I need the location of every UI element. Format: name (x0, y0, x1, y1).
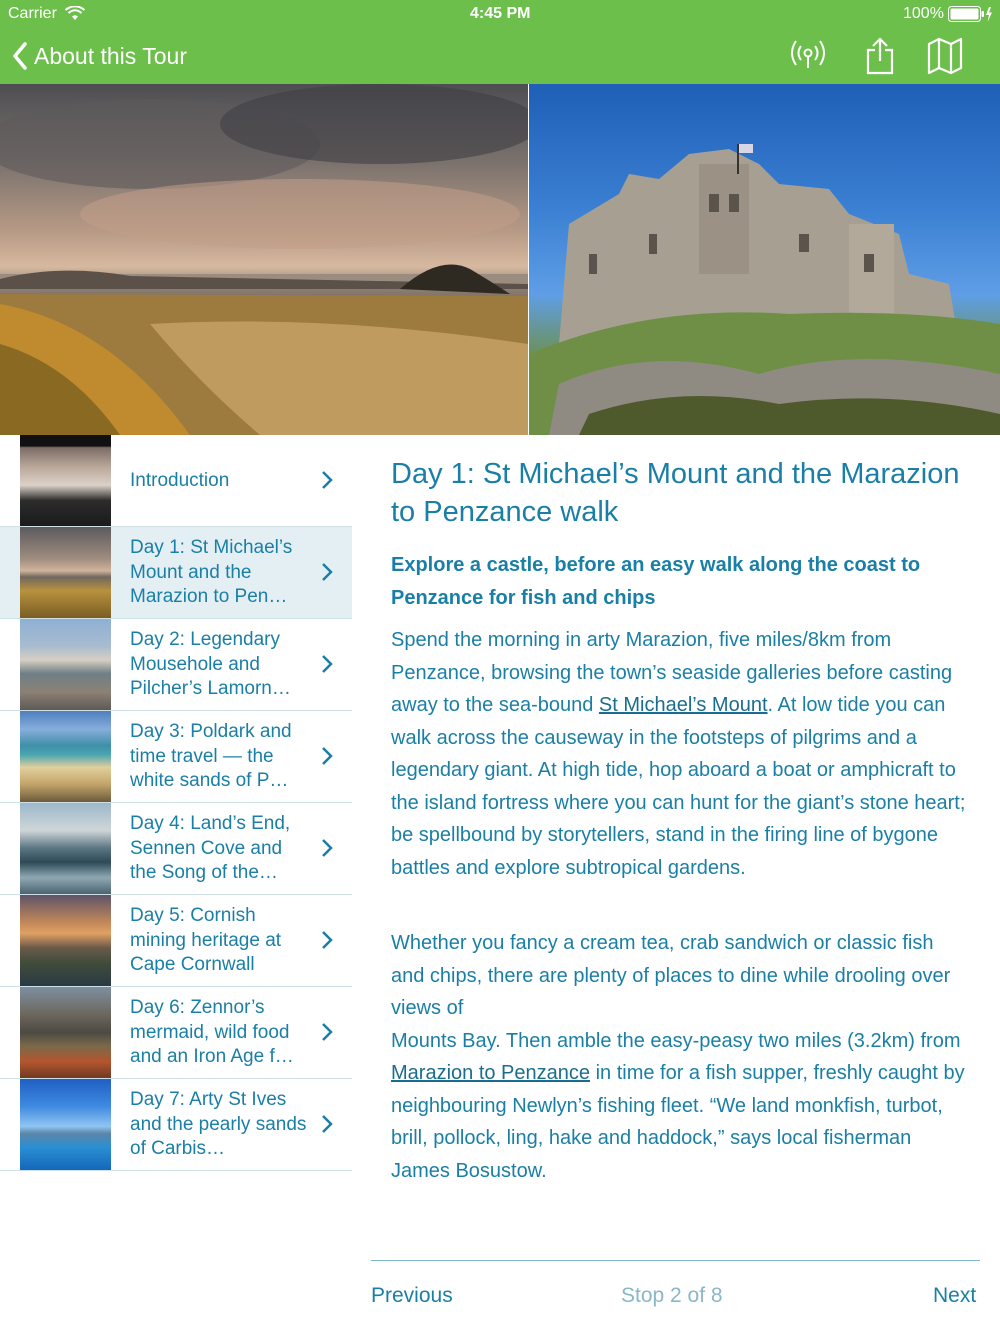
stop-thumbnail (20, 527, 111, 618)
paragraph-text: Whether you fancy a cream tea, crab sandwich or classic fish and chips, there are plenty of places to dine while drooling over views of (391, 932, 951, 1019)
stop-thumbnail (20, 711, 111, 802)
stop-row-day-5[interactable] (0, 895, 352, 987)
stop-label: Day 7: Arty St Ives and the pearly sands of Carbis… (130, 1089, 307, 1160)
chevron-right-icon (318, 561, 336, 583)
article-paragraph-2 (391, 927, 971, 1187)
next-button[interactable]: Next (933, 1284, 977, 1307)
stop-row-introduction[interactable] (0, 435, 352, 527)
clock: 4:45 PM (470, 5, 531, 22)
chevron-right-icon (318, 929, 336, 951)
st-michaels-mount-castle-photo (529, 84, 1000, 435)
stop-label: Day 4: Land’s End, Sennen Cove and the Song of the… (130, 813, 291, 884)
stop-thumbnail (20, 987, 111, 1078)
status-bar (0, 0, 1000, 28)
stop-row-day-6[interactable] (0, 987, 352, 1079)
chevron-right-icon (318, 1113, 336, 1135)
stop-label: Day 1: St Michael’s Mount and the Marazion to Pen… (130, 537, 293, 608)
stop-label: Day 5: Cornish mining heritage at Cape Cornwall (130, 905, 282, 976)
battery-percent: 100% (903, 5, 944, 22)
stop-label: Day 3: Poldark and time travel — the white sands of P… (130, 721, 292, 792)
chevron-right-icon (318, 745, 336, 767)
stop-row-day-3[interactable] (0, 711, 352, 803)
stop-label: Day 2: Legendary Mousehole and Pilcher’s Lamorn… (130, 629, 291, 700)
paragraph-text: in time for a fish supper, freshly caught by neighbouring Newlyn’s fishing fleet. “We land monkfish, turbot, brill, pollock, ling, hake and haddock,” says local fisherman James Bosustow. (391, 1062, 965, 1182)
paragraph-text: Mounts Bay. Then amble the easy-peasy two miles (3.2km) from (391, 1029, 961, 1052)
stops-list (0, 435, 352, 1171)
broadcast-icon[interactable] (788, 36, 828, 76)
back-button[interactable] (12, 38, 187, 74)
marazion-beach-photo (0, 84, 528, 435)
chevron-left-icon (12, 42, 28, 70)
chevron-right-icon (318, 469, 336, 491)
stop-counter: Stop 2 of 8 (621, 1284, 723, 1307)
back-button-label: About this Tour (34, 42, 188, 69)
footer-divider (371, 1260, 980, 1261)
battery-icon (948, 6, 994, 23)
chevron-right-icon (318, 837, 336, 859)
paragraph-text: Spend the morning in arty Marazion, five miles/8km from Penzance, browsing the town’s seaside galleries before casting away to the sea-bound (391, 629, 953, 716)
paragraph-text: . At low tide you can walk across the causeway in the footsteps of pilgrims and a legendary giant. At high tide, hop aboard a boat or amphicraft to the island fortress where you can hunt for the giant’s stone heart; be spellbound by storytellers, stand in the firing line of bygone battles and explore subtropical gardens. (391, 694, 966, 879)
marazion-to-penzance-link[interactable]: Marazion to Penzance (391, 1062, 591, 1084)
article-title: Day 1: St Michael’s Mount and the Marazion to Penzance walk (391, 458, 960, 528)
stop-row-day-4[interactable] (0, 803, 352, 895)
st-michaels-mount-link[interactable]: St Michael’s Mount (598, 694, 768, 716)
previous-button[interactable]: Previous (371, 1284, 453, 1307)
stop-thumbnail (20, 803, 111, 894)
stop-thumbnail (20, 1079, 111, 1170)
stop-label: Introduction (130, 469, 230, 491)
wifi-icon (65, 6, 85, 21)
map-icon[interactable] (925, 36, 965, 76)
carrier-label: Carrier (8, 5, 57, 22)
stop-row-day-7[interactable] (0, 1079, 352, 1171)
navigation-bar (0, 28, 1000, 84)
stop-thumbnail (20, 435, 111, 526)
stop-row-day-2[interactable] (0, 619, 352, 711)
chevron-right-icon (318, 1021, 336, 1043)
hero-images (0, 84, 1000, 435)
chevron-right-icon (318, 653, 336, 675)
stop-thumbnail (20, 895, 111, 986)
share-icon[interactable] (860, 36, 900, 76)
stop-thumbnail (20, 619, 111, 710)
stop-label: Day 6: Zennor’s mermaid, wild food and an Iron Age f… (130, 997, 294, 1068)
article-paragraph-1 (391, 624, 971, 884)
stop-article (391, 455, 971, 1187)
article-subtitle: Explore a castle, before an easy walk along the coast to Penzance for fish and chips (391, 554, 921, 609)
stop-row-day-1[interactable] (0, 527, 352, 619)
